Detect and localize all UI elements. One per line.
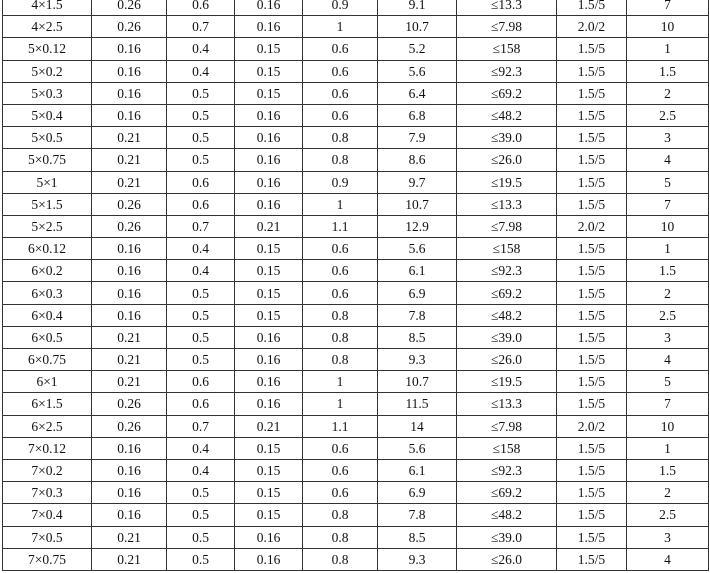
- table-cell: 0.16: [235, 326, 303, 348]
- table-cell: 1.5/5: [557, 437, 627, 459]
- table-cell: 0.26: [92, 16, 167, 38]
- table-cell: 0.16: [235, 349, 303, 371]
- table-cell: 0.16: [92, 437, 167, 459]
- table-cell: 1.5/5: [557, 504, 627, 526]
- table-row: [3, 371, 709, 393]
- spec-table: [2, 0, 709, 571]
- table-cell: 14: [378, 415, 457, 437]
- table-cell: 9.3: [378, 548, 457, 570]
- table-cell: 1.5/5: [557, 127, 627, 149]
- table-cell: 0.6: [303, 38, 378, 60]
- table-cell: 0.21: [235, 215, 303, 237]
- table-cell: 0.8: [303, 149, 378, 171]
- table-cell: 0.21: [92, 171, 167, 193]
- table-cell: 7×0.3: [3, 482, 92, 504]
- table-cell: 5×0.12: [3, 38, 92, 60]
- table-cell: 0.8: [303, 548, 378, 570]
- table-row: [3, 215, 709, 237]
- table-cell: 5×0.75: [3, 149, 92, 171]
- table-cell: 6×0.75: [3, 349, 92, 371]
- table-cell: 0.5: [167, 349, 235, 371]
- table-cell: 1: [303, 193, 378, 215]
- table-cell: 1: [303, 16, 378, 38]
- table-cell: 2.0/2: [557, 16, 627, 38]
- table-cell: 2.0/2: [557, 415, 627, 437]
- table-cell: 0.6: [167, 393, 235, 415]
- table-cell: ≤26.0: [457, 349, 557, 371]
- table-cell: ≤13.3: [457, 393, 557, 415]
- table-cell: 0.26: [92, 215, 167, 237]
- table-cell: 0.16: [235, 526, 303, 548]
- table-cell: 0.16: [92, 60, 167, 82]
- table-cell: 0.16: [92, 304, 167, 326]
- table-cell: ≤7.98: [457, 16, 557, 38]
- table-row: [3, 437, 709, 459]
- table-cell: 0.15: [235, 38, 303, 60]
- table-cell: 0.6: [303, 82, 378, 104]
- table-cell: 0.6: [167, 371, 235, 393]
- table-cell: 0.5: [167, 304, 235, 326]
- table-cell: 6.1: [378, 260, 457, 282]
- table-cell: 0.4: [167, 38, 235, 60]
- table-cell: 6×0.5: [3, 326, 92, 348]
- table-cell: 5: [627, 371, 709, 393]
- table-cell: ≤13.3: [457, 0, 557, 16]
- table-row: [3, 415, 709, 437]
- table-cell: 1.5/5: [557, 38, 627, 60]
- table-cell: 0.8: [303, 349, 378, 371]
- table-cell: 2.5: [627, 304, 709, 326]
- spec-table-body: [3, 0, 709, 570]
- table-cell: 0.6: [303, 260, 378, 282]
- table-cell: 1.5/5: [557, 326, 627, 348]
- table-cell: 1.1: [303, 415, 378, 437]
- table-cell: 0.21: [92, 548, 167, 570]
- table-row: [3, 393, 709, 415]
- table-cell: 1: [303, 393, 378, 415]
- table-cell: 1.5/5: [557, 171, 627, 193]
- table-cell: 10.7: [378, 16, 457, 38]
- table-cell: 1.5: [627, 60, 709, 82]
- table-row: [3, 282, 709, 304]
- table-cell: 11.5: [378, 393, 457, 415]
- table-cell: 0.21: [235, 415, 303, 437]
- table-cell: 2: [627, 282, 709, 304]
- table-row: [3, 482, 709, 504]
- table-cell: 0.26: [92, 415, 167, 437]
- table-cell: 4: [627, 349, 709, 371]
- table-cell: 0.15: [235, 238, 303, 260]
- table-cell: 6×0.4: [3, 304, 92, 326]
- table-cell: 0.16: [92, 459, 167, 481]
- table-cell: 0.16: [235, 171, 303, 193]
- table-cell: 1.5/5: [557, 0, 627, 16]
- table-cell: 0.16: [235, 548, 303, 570]
- table-row: [3, 526, 709, 548]
- table-cell: ≤92.3: [457, 60, 557, 82]
- table-cell: 0.8: [303, 326, 378, 348]
- table-cell: 1.5/5: [557, 304, 627, 326]
- table-cell: 10.7: [378, 193, 457, 215]
- table-cell: 0.21: [92, 371, 167, 393]
- table-cell: 0.16: [235, 149, 303, 171]
- table-cell: 9.7: [378, 171, 457, 193]
- table-cell: 3: [627, 526, 709, 548]
- table-cell: 0.15: [235, 437, 303, 459]
- table-row: [3, 548, 709, 570]
- table-cell: 0.15: [235, 260, 303, 282]
- table-cell: 5.2: [378, 38, 457, 60]
- table-cell: ≤158: [457, 238, 557, 260]
- table-cell: 0.8: [303, 504, 378, 526]
- table-cell: ≤39.0: [457, 526, 557, 548]
- table-cell: 1.5/5: [557, 260, 627, 282]
- table-cell: 0.4: [167, 459, 235, 481]
- table-cell: 6.1: [378, 459, 457, 481]
- table-cell: 0.7: [167, 415, 235, 437]
- table-cell: ≤19.5: [457, 171, 557, 193]
- table-cell: 0.9: [303, 0, 378, 16]
- table-cell: ≤26.0: [457, 548, 557, 570]
- table-cell: 0.15: [235, 304, 303, 326]
- table-row: [3, 326, 709, 348]
- table-cell: 0.26: [92, 0, 167, 16]
- table-cell: 0.6: [167, 171, 235, 193]
- table-cell: 0.15: [235, 82, 303, 104]
- table-cell: 0.4: [167, 260, 235, 282]
- table-cell: 0.6: [303, 60, 378, 82]
- table-cell: 5×1.5: [3, 193, 92, 215]
- table-cell: 1.5/5: [557, 526, 627, 548]
- table-cell: 4: [627, 548, 709, 570]
- table-cell: 1.5/5: [557, 349, 627, 371]
- table-cell: 0.26: [92, 193, 167, 215]
- table-row: [3, 260, 709, 282]
- table-cell: 10.7: [378, 371, 457, 393]
- table-cell: 7: [627, 393, 709, 415]
- table-cell: 0.5: [167, 104, 235, 126]
- table-cell: 7: [627, 193, 709, 215]
- table-cell: 1: [303, 371, 378, 393]
- table-cell: 0.16: [92, 238, 167, 260]
- table-cell: 6×2.5: [3, 415, 92, 437]
- table-cell: 1.5/5: [557, 548, 627, 570]
- table-cell: 0.16: [92, 104, 167, 126]
- table-cell: 2.5: [627, 104, 709, 126]
- table-cell: 0.6: [303, 459, 378, 481]
- table-cell: 0.21: [92, 526, 167, 548]
- table-row: [3, 38, 709, 60]
- table-cell: 0.16: [235, 104, 303, 126]
- table-cell: 1.5/5: [557, 82, 627, 104]
- table-cell: 0.21: [92, 127, 167, 149]
- table-cell: 1.5/5: [557, 459, 627, 481]
- table-row: [3, 193, 709, 215]
- table-cell: 6.9: [378, 282, 457, 304]
- table-cell: 5.6: [378, 60, 457, 82]
- table-cell: 1: [627, 38, 709, 60]
- table-row: [3, 304, 709, 326]
- table-cell: 0.5: [167, 149, 235, 171]
- table-cell: 7: [627, 0, 709, 16]
- table-row: [3, 0, 709, 16]
- table-cell: 2.0/2: [557, 215, 627, 237]
- table-cell: 0.16: [92, 260, 167, 282]
- table-row: [3, 171, 709, 193]
- table-row: [3, 60, 709, 82]
- table-cell: 0.4: [167, 60, 235, 82]
- table-cell: ≤92.3: [457, 459, 557, 481]
- table-cell: 7×0.12: [3, 437, 92, 459]
- table-cell: 0.5: [167, 548, 235, 570]
- table-cell: 7×0.2: [3, 459, 92, 481]
- table-cell: 1.5/5: [557, 104, 627, 126]
- table-cell: 4×2.5: [3, 16, 92, 38]
- table-cell: 0.5: [167, 504, 235, 526]
- table-cell: 8.5: [378, 526, 457, 548]
- table-cell: 1.5/5: [557, 193, 627, 215]
- table-cell: 7×0.4: [3, 504, 92, 526]
- table-cell: 1.5/5: [557, 238, 627, 260]
- table-cell: ≤48.2: [457, 104, 557, 126]
- table-cell: 5.6: [378, 238, 457, 260]
- table-cell: 2: [627, 82, 709, 104]
- table-cell: 0.16: [235, 193, 303, 215]
- table-cell: 0.4: [167, 238, 235, 260]
- table-cell: 8.5: [378, 326, 457, 348]
- table-cell: 5×0.2: [3, 60, 92, 82]
- table-cell: 0.7: [167, 16, 235, 38]
- table-cell: 0.16: [235, 16, 303, 38]
- table-cell: ≤7.98: [457, 215, 557, 237]
- table-cell: 5×1: [3, 171, 92, 193]
- table-cell: 6×0.3: [3, 282, 92, 304]
- table-cell: 0.15: [235, 60, 303, 82]
- table-row: [3, 104, 709, 126]
- table-cell: 7.8: [378, 504, 457, 526]
- table-cell: 0.6: [303, 437, 378, 459]
- table-cell: 6.9: [378, 482, 457, 504]
- table-cell: 0.16: [235, 0, 303, 16]
- table-cell: 1.5/5: [557, 149, 627, 171]
- table-cell: 6.8: [378, 104, 457, 126]
- table-cell: 5×0.5: [3, 127, 92, 149]
- table-cell: ≤13.3: [457, 193, 557, 215]
- table-cell: 9.1: [378, 0, 457, 16]
- table-cell: 0.6: [303, 238, 378, 260]
- table-cell: 7×0.5: [3, 526, 92, 548]
- table-row: [3, 504, 709, 526]
- table-cell: 0.9: [303, 171, 378, 193]
- table-cell: 1.5/5: [557, 282, 627, 304]
- table-cell: 10: [627, 215, 709, 237]
- table-cell: ≤48.2: [457, 504, 557, 526]
- table-cell: 1.5/5: [557, 60, 627, 82]
- table-cell: 0.5: [167, 326, 235, 348]
- table-cell: 1: [627, 437, 709, 459]
- table-cell: 0.5: [167, 482, 235, 504]
- table-cell: 6×0.12: [3, 238, 92, 260]
- table-row: [3, 127, 709, 149]
- table-cell: 7.9: [378, 127, 457, 149]
- table-cell: 0.8: [303, 526, 378, 548]
- table-cell: 12.9: [378, 215, 457, 237]
- table-cell: 0.21: [92, 326, 167, 348]
- table-cell: 2: [627, 482, 709, 504]
- table-cell: 5×0.3: [3, 82, 92, 104]
- table-cell: 5: [627, 171, 709, 193]
- table-cell: ≤92.3: [457, 260, 557, 282]
- table-cell: 7×0.75: [3, 548, 92, 570]
- table-cell: 3: [627, 326, 709, 348]
- table-cell: 0.4: [167, 437, 235, 459]
- table-cell: 0.16: [92, 82, 167, 104]
- table-cell: 6×1: [3, 371, 92, 393]
- table-cell: 2.5: [627, 504, 709, 526]
- table-cell: 0.6: [167, 193, 235, 215]
- table-cell: 0.16: [92, 482, 167, 504]
- table-cell: 0.5: [167, 127, 235, 149]
- table-cell: 1.5/5: [557, 482, 627, 504]
- table-cell: 1.5: [627, 260, 709, 282]
- table-cell: ≤26.0: [457, 149, 557, 171]
- table-cell: 6×0.2: [3, 260, 92, 282]
- table-cell: 0.6: [167, 0, 235, 16]
- table-cell: 0.16: [235, 127, 303, 149]
- table-cell: ≤69.2: [457, 82, 557, 104]
- table-cell: 0.21: [92, 349, 167, 371]
- table-cell: ≤158: [457, 38, 557, 60]
- table-cell: 0.6: [303, 104, 378, 126]
- table-cell: 1.5/5: [557, 371, 627, 393]
- table-row: [3, 149, 709, 171]
- table-cell: ≤158: [457, 437, 557, 459]
- table-cell: 0.16: [235, 371, 303, 393]
- table-cell: ≤69.2: [457, 282, 557, 304]
- table-cell: 0.16: [235, 393, 303, 415]
- table-cell: ≤7.98: [457, 415, 557, 437]
- table-cell: 10: [627, 16, 709, 38]
- table-cell: 7.8: [378, 304, 457, 326]
- table-row: [3, 349, 709, 371]
- table-cell: 6.4: [378, 82, 457, 104]
- table-cell: ≤39.0: [457, 127, 557, 149]
- table-cell: 6×1.5: [3, 393, 92, 415]
- table-cell: 0.5: [167, 526, 235, 548]
- table-cell: 5.6: [378, 437, 457, 459]
- table-row: [3, 16, 709, 38]
- table-cell: ≤19.5: [457, 371, 557, 393]
- table-row: [3, 82, 709, 104]
- table-cell: 0.6: [303, 282, 378, 304]
- table-cell: 1.5: [627, 459, 709, 481]
- table-cell: 0.15: [235, 459, 303, 481]
- table-cell: 0.26: [92, 393, 167, 415]
- table-cell: 0.5: [167, 282, 235, 304]
- table-cell: 0.6: [303, 482, 378, 504]
- table-cell: 0.15: [235, 282, 303, 304]
- table-cell: ≤48.2: [457, 304, 557, 326]
- table-cell: 1: [627, 238, 709, 260]
- table-cell: 0.15: [235, 482, 303, 504]
- table-row: [3, 238, 709, 260]
- table-cell: 5×0.4: [3, 104, 92, 126]
- table-cell: 0.7: [167, 215, 235, 237]
- table-cell: ≤69.2: [457, 482, 557, 504]
- table-cell: 1.5/5: [557, 393, 627, 415]
- table-cell: 0.15: [235, 504, 303, 526]
- table-cell: 5×2.5: [3, 215, 92, 237]
- table-cell: 8.6: [378, 149, 457, 171]
- table-cell: 0.16: [92, 282, 167, 304]
- table-cell: 0.16: [92, 38, 167, 60]
- table-cell: 4×1.5: [3, 0, 92, 16]
- table-cell: ≤39.0: [457, 326, 557, 348]
- table-cell: 4: [627, 149, 709, 171]
- table-cell: 0.21: [92, 149, 167, 171]
- table-cell: 9.3: [378, 349, 457, 371]
- table-row: [3, 459, 709, 481]
- table-cell: 0.8: [303, 127, 378, 149]
- table-cell: 0.8: [303, 304, 378, 326]
- table-cell: 0.5: [167, 82, 235, 104]
- table-cell: 10: [627, 415, 709, 437]
- table-cell: 0.16: [92, 504, 167, 526]
- table-cell: 1.1: [303, 215, 378, 237]
- table-cell: 3: [627, 127, 709, 149]
